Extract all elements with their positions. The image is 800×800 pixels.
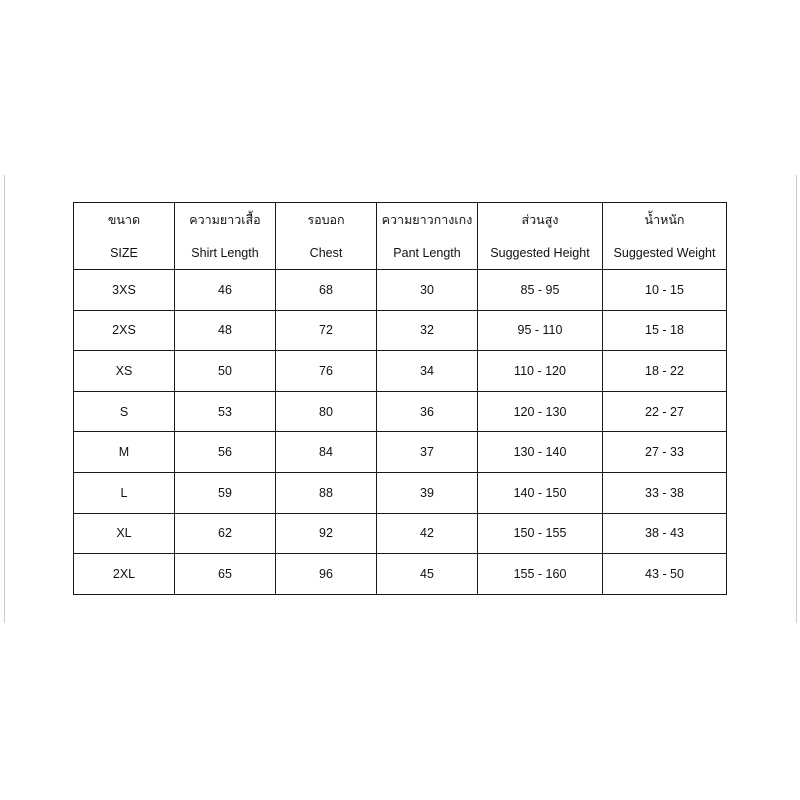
header-shirt-length bbox=[175, 203, 276, 270]
cell-suggested-weight: 15 - 18 bbox=[603, 310, 727, 351]
cell-suggested-height: 120 - 130 bbox=[478, 391, 603, 432]
table-row bbox=[74, 432, 727, 473]
cell-size: XS bbox=[74, 351, 175, 392]
header-suggested-height-native: ส่วนสูง bbox=[521, 212, 559, 227]
cell-chest: 88 bbox=[276, 472, 377, 513]
header-suggested-weight-en: Suggested Weight bbox=[613, 246, 716, 260]
cell-size: XL bbox=[74, 513, 175, 554]
cell-size: 2XS bbox=[74, 310, 175, 351]
cell-suggested-weight: 43 - 50 bbox=[603, 554, 727, 595]
cell-pant-length: 34 bbox=[377, 351, 478, 392]
cell-pant-length: 32 bbox=[377, 310, 478, 351]
header-pant-length-native: ความยาวกางเกง bbox=[381, 212, 473, 227]
cell-suggested-weight: 27 - 33 bbox=[603, 432, 727, 473]
cell-shirt-length: 56 bbox=[175, 432, 276, 473]
header-row bbox=[74, 203, 727, 270]
cell-size: S bbox=[74, 391, 175, 432]
cell-pant-length: 37 bbox=[377, 432, 478, 473]
cell-pant-length: 42 bbox=[377, 513, 478, 554]
cell-chest: 72 bbox=[276, 310, 377, 351]
cell-suggested-height: 130 - 140 bbox=[478, 432, 603, 473]
cell-shirt-length: 65 bbox=[175, 554, 276, 595]
cell-pant-length: 45 bbox=[377, 554, 478, 595]
header-suggested-weight-native: น้ำหนัก bbox=[644, 212, 685, 227]
table-row bbox=[74, 310, 727, 351]
cell-shirt-length: 53 bbox=[175, 391, 276, 432]
cell-chest: 96 bbox=[276, 554, 377, 595]
cell-suggested-height: 140 - 150 bbox=[478, 472, 603, 513]
header-shirt-length-en: Shirt Length bbox=[191, 246, 259, 260]
cell-size: L bbox=[74, 472, 175, 513]
cell-size: M bbox=[74, 432, 175, 473]
header-chest-native: รอบอก bbox=[307, 212, 345, 227]
size-chart-table bbox=[73, 202, 727, 595]
cell-suggested-height: 150 - 155 bbox=[478, 513, 603, 554]
cell-pant-length: 30 bbox=[377, 270, 478, 311]
left-edge-line bbox=[4, 175, 5, 623]
header-suggested-height bbox=[478, 203, 603, 270]
cell-suggested-weight: 38 - 43 bbox=[603, 513, 727, 554]
cell-suggested-height: 110 - 120 bbox=[478, 351, 603, 392]
cell-suggested-weight: 22 - 27 bbox=[603, 391, 727, 432]
cell-chest: 92 bbox=[276, 513, 377, 554]
header-pant-length bbox=[377, 203, 478, 270]
cell-suggested-weight: 18 - 22 bbox=[603, 351, 727, 392]
cell-shirt-length: 62 bbox=[175, 513, 276, 554]
cell-shirt-length: 46 bbox=[175, 270, 276, 311]
cell-suggested-weight: 33 - 38 bbox=[603, 472, 727, 513]
table-row bbox=[74, 472, 727, 513]
table-row bbox=[74, 351, 727, 392]
cell-chest: 68 bbox=[276, 270, 377, 311]
cell-suggested-height: 85 - 95 bbox=[478, 270, 603, 311]
cell-pant-length: 39 bbox=[377, 472, 478, 513]
cell-chest: 84 bbox=[276, 432, 377, 473]
cell-suggested-weight: 10 - 15 bbox=[603, 270, 727, 311]
header-suggested-height-en: Suggested Height bbox=[490, 246, 590, 260]
cell-pant-length: 36 bbox=[377, 391, 478, 432]
table-row bbox=[74, 270, 727, 311]
header-size bbox=[74, 203, 175, 270]
cell-shirt-length: 59 bbox=[175, 472, 276, 513]
cell-size: 2XL bbox=[74, 554, 175, 595]
cell-chest: 76 bbox=[276, 351, 377, 392]
cell-shirt-length: 50 bbox=[175, 351, 276, 392]
header-shirt-length-native: ความยาวเสื้อ bbox=[189, 212, 261, 227]
header-chest-en: Chest bbox=[309, 246, 343, 260]
table-row bbox=[74, 554, 727, 595]
cell-suggested-height: 155 - 160 bbox=[478, 554, 603, 595]
table-row bbox=[74, 391, 727, 432]
header-size-en: SIZE bbox=[110, 246, 138, 260]
table-row bbox=[74, 513, 727, 554]
header-suggested-weight bbox=[603, 203, 727, 270]
cell-suggested-height: 95 - 110 bbox=[478, 310, 603, 351]
header-chest bbox=[276, 203, 377, 270]
right-edge-line bbox=[796, 175, 797, 623]
header-size-native: ขนาด bbox=[107, 212, 141, 227]
cell-chest: 80 bbox=[276, 391, 377, 432]
cell-size: 3XS bbox=[74, 270, 175, 311]
header-pant-length-en: Pant Length bbox=[393, 246, 461, 260]
cell-shirt-length: 48 bbox=[175, 310, 276, 351]
